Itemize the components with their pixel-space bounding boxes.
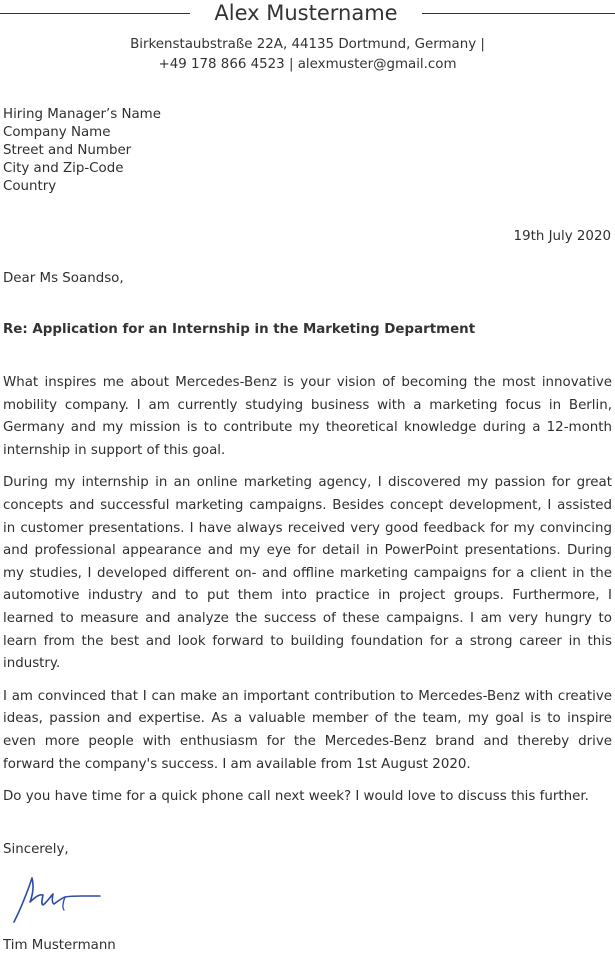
header-rule-right <box>422 13 615 14</box>
closing: Sincerely, <box>3 842 69 857</box>
name-row <box>0 0 615 26</box>
signature-image <box>10 868 105 928</box>
subject-line: Re: Application for an Internship in the Marketing Department <box>3 322 476 337</box>
recipient-address <box>3 106 161 196</box>
header-rule-left <box>0 13 190 14</box>
recipient-line: Country <box>3 179 57 194</box>
signer-name: Tim Mustermann <box>3 938 116 953</box>
body-paragraph: I am convinced that I can make an important contribution to Mercedes-Benz with creative ideas, passion and expertise. As a valuable member of the team, my goal is to inspire even more people with enthusiasm for the Mercedes-Benz brand and thereby drive forward the company's success. I am available from 1st August 2020. <box>3 688 612 772</box>
recipient-line: Hiring Manager’s Name <box>3 107 161 122</box>
body-paragraph: Do you have time for a quick phone call next week? I would love to discuss this further. <box>3 789 589 805</box>
letter-body <box>3 372 612 819</box>
letter-date: 19th July 2020 <box>513 229 611 244</box>
signature-flourish <box>63 897 65 910</box>
sender-contact <box>0 35 615 75</box>
body-paragraph: During my internship in an online marketing agency, I discovered my passion for great concepts and successful marketing campaigns. Besides concept development, I assisted in customer presentations. I have always received very good feedback for my convincing and professional appearance and my eye for detail in PowerPoint presentations. During my studies, I developed different on- and offline marketing campaigns for a client in the automotive industry and to put them into practice in project groups. Furthermore, I learned to measure and analyze the success of these campaigns. I am very hungry to learn from the best and look forward to building foundation for a strong career in this industry. <box>3 475 612 672</box>
greeting: Dear Ms Soandso, <box>3 271 124 286</box>
recipient-line: City and Zip-Code <box>3 161 124 176</box>
sender-name: Alex Mustername <box>214 1 398 25</box>
sender-phone-email: +49 178 866 4523 | alexmuster@gmail.com <box>158 57 457 72</box>
recipient-line: Company Name <box>3 125 111 140</box>
sender-address: Birkenstaubstraße 22A, 44135 Dortmund, Germany | <box>130 37 485 52</box>
recipient-line: Street and Number <box>3 143 132 158</box>
signature-stroke <box>14 878 100 922</box>
body-paragraph: What inspires me about Mercedes-Benz is your vision of becoming the most innovative mobility company. I am currently studying business with a marketing focus in Berlin, Germany and my mission is to contribute my theoretical knowledge during a 12-month internship in support of this goal. <box>3 375 612 458</box>
